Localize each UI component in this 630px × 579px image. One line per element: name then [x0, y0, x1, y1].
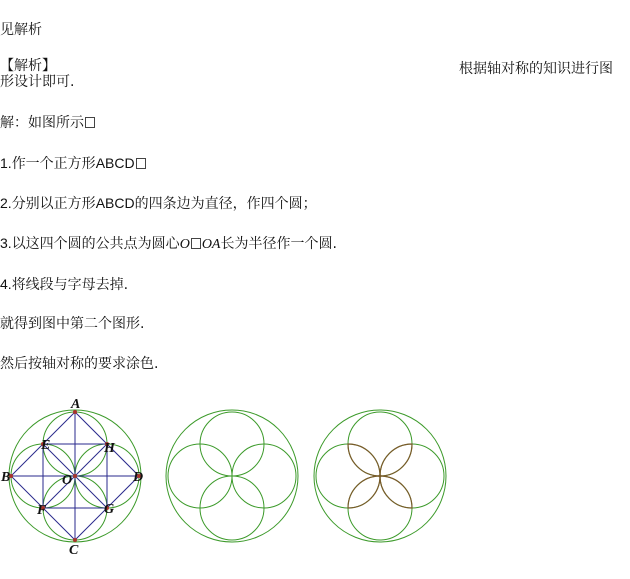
- step4-number: 4.: [0, 276, 12, 292]
- analysis-right-text: [459, 58, 613, 78]
- label-h: H: [104, 441, 115, 456]
- missing-glyph-box: [85, 117, 95, 128]
- analysis-cont-text: 形设计即可.: [0, 74, 75, 90]
- petal-bottom-left: [348, 476, 380, 508]
- petal-bottom-right: [380, 476, 412, 508]
- figure-colored: [314, 410, 446, 542]
- analysis-continuation: [0, 74, 74, 90]
- step2-text-a: 分别以正方形: [11, 196, 96, 212]
- right-circle: [232, 444, 296, 508]
- figures: [0, 398, 630, 558]
- answer-intro: [0, 22, 42, 38]
- step3-radius-label: OA: [201, 237, 221, 252]
- solution-intro-text: 解：如图所示: [0, 115, 84, 131]
- step3-center-label: O: [179, 237, 190, 252]
- result-text: 就得到图中第二个图形.: [0, 316, 145, 332]
- result-line: [0, 316, 144, 332]
- analysis-right-span: 根据轴对称的知识进行图: [459, 61, 613, 77]
- step-4: [0, 276, 128, 293]
- answer-intro-text: 见解析: [0, 22, 42, 38]
- label-e: E: [41, 438, 51, 453]
- step1-number: 1.: [0, 155, 12, 171]
- coloring-text: 然后按轴对称的要求涂色.: [0, 356, 159, 372]
- step4-text: 将线段与字母去掉.: [11, 277, 129, 293]
- label-o: O: [62, 473, 73, 488]
- step2-square-name: ABCD: [95, 195, 135, 211]
- missing-glyph-box: [136, 158, 146, 169]
- bottom-circle: [200, 476, 264, 540]
- label-c: C: [69, 543, 79, 558]
- coloring-line: [0, 356, 158, 372]
- solution-intro: [0, 115, 96, 131]
- label-b: B: [1, 470, 11, 485]
- step-3: [0, 235, 337, 253]
- petal-top-right: [380, 444, 412, 476]
- step-1: [0, 155, 147, 172]
- petal-top-left: [348, 444, 380, 476]
- step2-text-c: 的四条边为直径，作四个圆；: [134, 196, 317, 212]
- analysis-heading-line: [0, 58, 56, 74]
- step1-square-name: ABCD: [95, 155, 135, 171]
- label-f: F: [37, 503, 47, 518]
- step1-text: 作一个正方形: [11, 156, 96, 172]
- step3-text-a: 以这四个圆的公共点为圆心: [11, 236, 180, 252]
- label-a: A: [71, 398, 81, 412]
- step3-number: 3.: [0, 235, 12, 251]
- step2-number: 2.: [0, 195, 12, 211]
- center-dot: [379, 475, 382, 478]
- label-d: D: [133, 470, 144, 485]
- left-circle: [168, 444, 232, 508]
- missing-glyph-box: [191, 238, 201, 249]
- analysis-heading: 【解析】: [0, 58, 56, 74]
- top-circle: [200, 412, 264, 476]
- figure-construction: [0, 398, 143, 558]
- figure-result: [166, 410, 298, 542]
- step3-text-c: 长为半径作一个圆.: [220, 236, 337, 252]
- step-2: [0, 195, 317, 212]
- label-g: G: [104, 502, 115, 517]
